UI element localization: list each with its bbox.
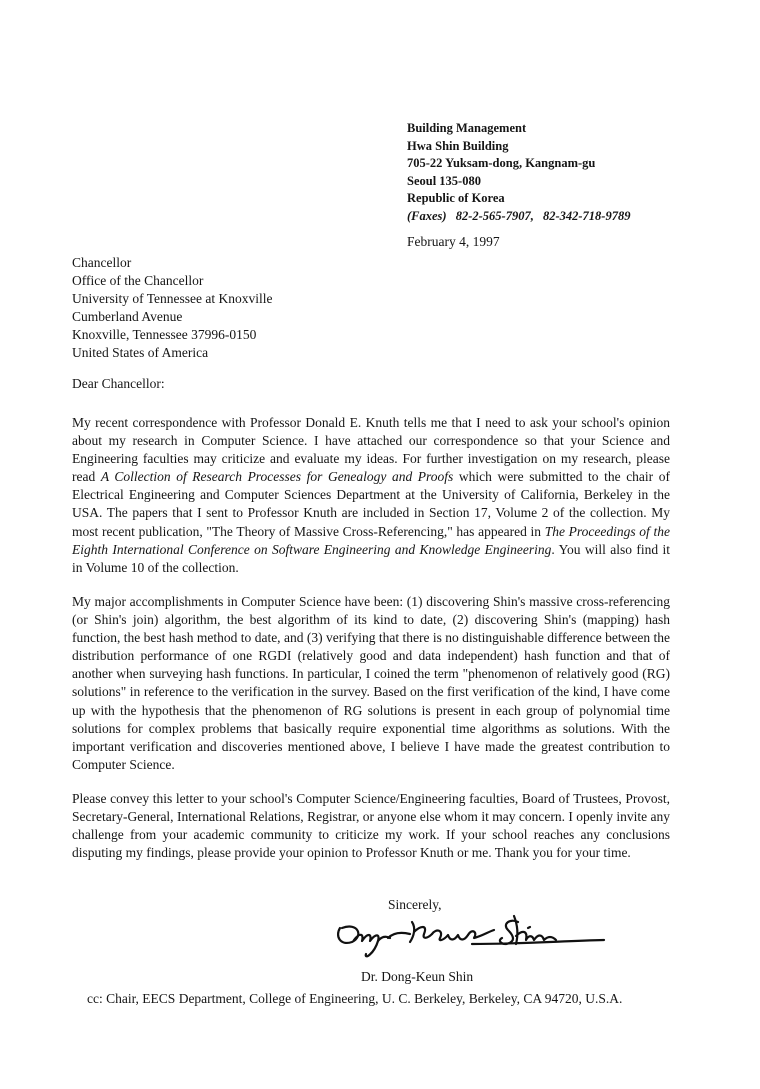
- recipient-line: Cumberland Avenue: [72, 308, 183, 324]
- cc-line: cc: Chair, EECS Department, College of Engineering, U. C. Berkeley, Berkeley, CA 94720, U.S.A.: [87, 991, 623, 1006]
- sender-address: [407, 120, 636, 226]
- recipient-address: [72, 254, 273, 361]
- sender-line: 705-22 Yuksam-dong, Kangnam-gu: [407, 156, 596, 171]
- sender-line: Hwa Shin Building: [407, 138, 509, 153]
- recipient-line: Office of the Chancellor: [72, 272, 204, 288]
- fax-number: 82-342-718-9789: [542, 208, 631, 223]
- p1-text-a: My recent correspondence with Professor Donald E. Knuth tells me that I need to ask your school's opinion about my research in Computer Science. I have attached our correspondence so that your Science and Engineering faculties may criticize and evaluate my ideas. For further investigation on my research, please read: [72, 415, 670, 485]
- fax-number: 82-2-565-7907,: [455, 208, 534, 223]
- body-paragraph-1: [72, 414, 670, 577]
- signer-name: Dr. Dong-Keun Shin: [361, 969, 474, 984]
- salutation: Dear Chancellor:: [72, 376, 165, 391]
- recipient-line: Knoxville, Tennessee 37996-0150: [72, 326, 257, 342]
- p1-text-c: . You will also find it in Volume 10 of the collection.: [72, 541, 670, 575]
- sender-line: Seoul 135-080: [407, 173, 481, 188]
- recipient-line: United States of America: [72, 344, 209, 360]
- p1-book-title: A Collection of Research Processes for Genealogy and Proofs: [100, 469, 454, 485]
- handwritten-signature: [332, 914, 612, 972]
- fax-label: (Faxes): [407, 208, 447, 223]
- p1-proceedings-title: The Proceedings of the Eighth International Conference on Software Engineering and Knowledge Engineering: [72, 523, 670, 557]
- body-paragraph-2: My major accomplishments in Computer Science have been: (1) discovering Shin's massive cross-referencing (or Shin's join) algorithm, the best algorithm of its kind to date, (2) discovering Shin's (mapping) hash function, the best hash method to date, and (3) verifying that there is no distinguishable difference between the distribution performance of one RGDI (relatively good and data independent) hash function and that of another when surveying hash functions. In particular, I coined the term "phenomenon of relatively good (RG) solutions" in reference to the verification in the survey. Based on the first verification of the kind, I have come up with the hypothesis that the phenomenon of RG solutions is present in each group of polynomial time solutions for complex problems that basically require exponential time algorithms as solutions. With the important verification and discoveries mentioned above, I believe I have made the greatest contribution to Computer Science.: [72, 594, 670, 772]
- recipient-line: University of Tennessee at Knoxville: [72, 290, 273, 306]
- sender-line: Building Management: [407, 121, 527, 135]
- p1-text-b: which were submitted to the chair of Electrical Engineering and Computer Sciences Department at the University of California, Berkeley in the USA. The papers that I sent to Professor Knuth are included in Section 17, Volume 2 of the collection. My most recent publication, "The Theory of Massive Cross-Referencing," has appeared in: [72, 469, 670, 539]
- body-paragraph-3: Please convey this letter to your school's Computer Science/Engineering faculties, Board of Trustees, Provost, Secretary-General, International Relations, Registrar, or anyone else whom it may concern. I openly invite any challenge from your academic community to criticize my work. If your school reaches any conclusions disputing my findings, please provide your opinion to Professor Knuth or me. Thank you for your time.: [72, 791, 670, 861]
- letter-date: February 4, 1997: [407, 234, 500, 249]
- sender-line: Republic of Korea: [407, 191, 505, 206]
- fax-line: [407, 208, 636, 226]
- recipient-line: Chancellor: [72, 255, 132, 270]
- closing: Sincerely,: [388, 897, 442, 912]
